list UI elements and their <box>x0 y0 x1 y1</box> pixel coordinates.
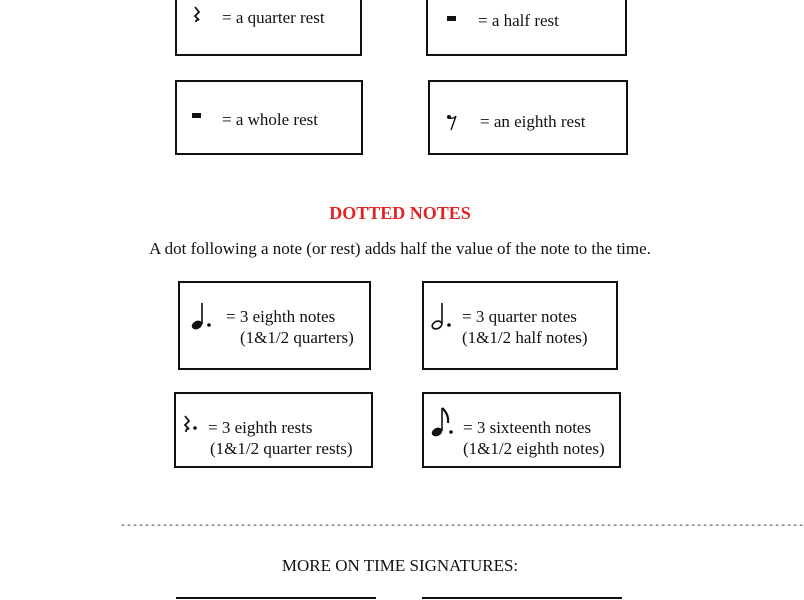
quarter-rest-card <box>175 0 362 56</box>
dotted-half-note-sub: (1&1/2 half notes) <box>462 328 588 347</box>
section-divider: ------------------------------------------------------------------------------------------------------------------ <box>120 521 804 532</box>
time-signatures-heading: MORE ON TIME SIGNATURES: <box>281 556 519 575</box>
half-rest-card <box>426 0 627 56</box>
quarter-rest-icon <box>191 6 203 24</box>
next-card-top-right <box>422 597 622 599</box>
dotted-quarter-note-sub: (1&1/2 quarters) <box>240 328 354 347</box>
eighth-rest-label: = an eighth rest <box>480 112 586 131</box>
half-rest-icon <box>446 14 458 22</box>
dotted-eighth-note-card <box>422 392 621 468</box>
dotted-half-note-card <box>422 281 618 370</box>
dotted-eighth-note-icon <box>429 404 461 438</box>
dotted-quarter-rest-icon <box>181 414 201 436</box>
half-rest-label: = a half rest <box>478 11 559 30</box>
whole-rest-label: = a whole rest <box>222 110 318 129</box>
dotted-eighth-note-eq: = 3 sixteenth notes <box>463 418 592 437</box>
dotted-quarter-rest-card <box>174 392 373 468</box>
next-card-top-left <box>176 597 376 599</box>
dotted-half-note-eq: = 3 quarter notes <box>462 307 577 326</box>
dotted-quarter-note-eq: = 3 eighth notes <box>226 307 336 326</box>
eighth-rest-card <box>428 80 628 155</box>
whole-rest-card <box>175 80 363 155</box>
dotted-quarter-rest-sub: (1&1/2 quarter rests) <box>210 439 353 458</box>
dotted-quarter-note-icon <box>190 301 216 331</box>
eighth-rest-icon <box>446 114 458 132</box>
dotted-half-note-icon <box>430 301 456 331</box>
dotted-quarter-note-card <box>178 281 371 370</box>
quarter-rest-label: = a quarter rest <box>222 8 325 27</box>
dotted-notes-intro: A dot following a note (or rest) adds half the value of the note to the time. <box>149 239 651 258</box>
dotted-notes-heading: DOTTED NOTES <box>329 203 471 223</box>
dotted-quarter-rest-eq: = 3 eighth rests <box>208 418 313 437</box>
whole-rest-icon <box>191 112 203 120</box>
dotted-eighth-note-sub: (1&1/2 eighth notes) <box>463 439 605 458</box>
